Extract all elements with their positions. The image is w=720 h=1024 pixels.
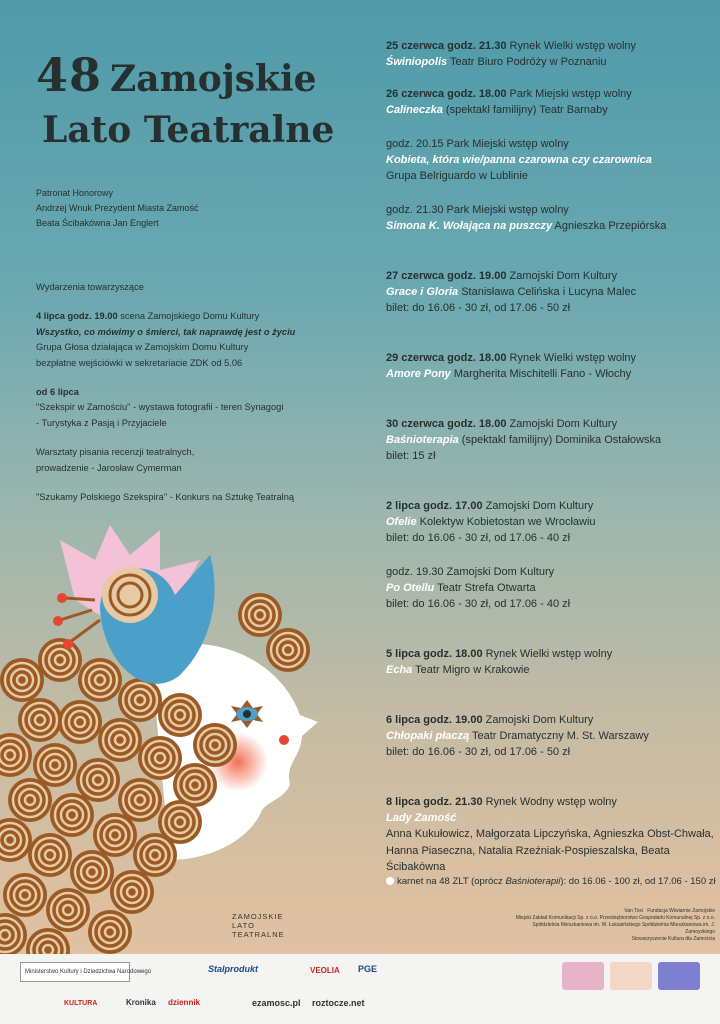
event-date: 27 czerwca godz. 19.00 [386,270,507,282]
event-title: Simona K. Wołająca na puszczy [386,220,553,233]
sponsor-footer [0,954,720,1024]
event-title: Po Otellu [386,582,435,595]
event-price: bilet: do 16.06 - 30 zł, od 17.06 - 40 zł [386,532,571,545]
event-performer: Stanisława Celińska i Lucyna Malec [458,286,637,299]
sponsor-logo-3: PGE [358,964,378,974]
event-performer: Teatr Strefa Otwarta [434,582,536,595]
logo-line-2: LATO [232,921,255,930]
event-item [386,712,716,761]
side-event-3-line-2: prowadzenie - Jarosław Cymerman [36,462,182,473]
bullet-icon [386,877,394,885]
season-pass-exception: Baśnioterapii [505,876,561,887]
media-logo-3: dziennik [168,998,201,1007]
lips [279,735,289,745]
event-title: Ofelie [386,516,417,529]
event-performer: Kolektyw Kobietostan we Wrocławiu [416,516,596,529]
partner-2: Fundacja Wiwiarnie Zamojskie [647,908,715,914]
media-logo-1: KULTURA [64,1000,98,1007]
event-performer: Agnieszka Przepiórska [552,220,667,233]
event-place: Zamojski Dom Kultury [506,270,618,282]
event-title: Baśnioterapia [386,434,459,447]
event-price: bilet: do 16.06 - 30 zł, od 17.06 - 40 zł [386,598,571,611]
event-title: Calineczka [386,104,443,117]
patronage-heading: Patronat Honorowy [36,188,114,198]
event-place: Rynek Wodny wstęp wolny [482,796,617,808]
event-item [386,646,716,678]
side-event-1-title: Wszystko, co mówimy o śmierci, tak naprawdę jest o życiu [36,326,296,337]
side-event-2-line-2: - Turystyka z Pasją i Przyjaciele [36,417,167,428]
event-performer: Margherita Mischitelli Fano - Włochy [450,368,632,381]
title-line-1: Zamojskie [110,58,317,100]
lato-teatralne-logo [232,912,285,939]
patronage-block [36,186,199,231]
partner-6: Spółdzielnia Mieszkaniowa im. J. Zamoyskiego [641,922,715,935]
sponsor-logo-2: VEOLIA [310,966,340,975]
partner-4: Przedsiębiorstwo Gospodarki Komunalnej Sp. z o.o. [599,915,715,921]
event-place: Zamojski Dom Kultury [482,500,594,512]
title-number: 48 [36,48,103,102]
event-date: 29 czerwca godz. 18.00 [386,352,507,364]
event-item [386,498,716,547]
patronage-line-1: Andrzej Wnuk Prezydent Miasta Zamość [36,203,199,213]
event-title: Echa [386,664,413,677]
event-item [386,794,716,875]
side-event-1-place: scena Zamojskiego Domu Kultury [117,311,260,322]
event-date: 2 lipca godz. 17.00 [386,500,483,512]
partner-1: Van Toxi [624,908,644,914]
side-event-4-line-1: "Szukamy Polskiego Szekspira" - Konkurs na Sztukę Teatralną [36,492,295,503]
event-date: 8 lipca godz. 21.30 [386,796,483,808]
event-place: Rynek Wielki wstęp wolny [506,40,637,52]
event-title: Amore Pony [386,368,451,381]
event-price: bilet: do 16.06 - 30 zł, od 17.06 - 50 zł [386,302,571,315]
partner-badge-2 [610,962,652,990]
festival-title [36,48,335,151]
event-date: 30 czerwca godz. 18.00 [386,418,507,430]
event-item [386,416,716,465]
side-events [36,280,336,519]
event-place: Zamojski Dom Kultury [482,714,594,726]
ministry-logo: Ministerstwo Kultury i Dziedzictwa Narodowego [20,962,130,982]
partner-list [515,908,715,943]
event-performer-2: Hanna Piaseczna, Natalia Rzeźniak-Pospieszalska, Beata Ścibakówna [386,844,670,873]
side-event-3 [36,445,336,476]
side-event-1-date: 4 lipca godz. 19.00 [36,311,118,322]
event-place: godz. 20.15 Park Miejski wstęp wolny [386,138,569,150]
event-title: Lady Zamość [386,812,457,825]
event-performer: (spektakl familijny) Teatr Barnaby [442,104,608,117]
event-date: 5 lipca godz. 18.00 [386,648,483,660]
media-logo-5: roztocze.net [312,998,365,1008]
event-item [386,86,716,118]
side-event-1-line-2: bezpłatne wejściówki w sekretariacie ZDK od 5.06 [36,357,243,368]
event-price: bilet: do 16.06 - 30 zł, od 17.06 - 50 zł [386,746,571,759]
side-event-2 [36,385,336,431]
logo-line-1: ZAMOJSKIE [232,912,284,921]
event-item [386,268,716,317]
side-events-heading: Wydarzenia towarzyszące [36,282,144,292]
event-performer: Teatr Biuro Podróży w Poznaniu [447,56,607,69]
side-event-2-line-1: "Szekspir w Zamościu" - wystawa fotografii - teren Synagogi [36,402,284,413]
event-place: Zamojski Dom Kultury [506,418,618,430]
partner-badge-3 [658,962,700,990]
event-title: Grace i Gloria [386,286,459,299]
event-item [386,564,716,613]
event-item [386,38,716,70]
event-price: bilet: 15 zł [386,450,436,463]
season-pass [386,875,716,889]
event-item [386,202,716,234]
season-pass-text: karnet na 48 ZLT (oprócz [397,876,506,887]
side-event-2-date: od 6 lipca [36,387,79,398]
event-place: godz. 21.30 Park Miejski wstęp wolny [386,204,569,216]
event-place: Rynek Wielki wstęp wolny [506,352,637,364]
partner-7: Stowarzyszenie Kultura dla Zamościa [631,936,715,942]
event-title: Świniopolis [386,56,448,69]
media-logo-4: ezamosc.pl [252,998,301,1008]
woman-illustration [0,500,340,960]
patronage-line-2: Beata Ścibakówna Jan Englert [36,218,159,228]
partner-3: Miejski Zakład Komunikacji Sp. z o.o. [515,915,599,921]
event-performer: Anna Kukułowicz, Małgorzata Lipczyńska, Agnieszka Obst-Chwała, [386,828,714,841]
event-item [386,136,716,185]
season-pass-prices: ): do 16.06 - 100 zł, od 17.06 - 150 zł [560,876,716,887]
event-place: godz. 19.30 Zamojski Dom Kultury [386,566,555,578]
side-event-1 [36,309,336,371]
event-performer: Teatr Migro w Krakowie [412,664,530,677]
event-performer: Grupa Belriguardo w Lublinie [386,170,528,183]
side-event-1-line-1: Grupa Głosa działająca w Zamojskim Domu Kultury [36,342,249,353]
logo-line-3: TEATRALNE [232,930,285,939]
partner-5: Spółdzielnia Mieszkaniowa im. W. Łukasińskiego [532,922,641,928]
event-date: 25 czerwca godz. 21.30 [386,40,507,52]
partner-badge-1 [562,962,604,990]
event-performer: (spektakl familijny) Dominika Ostałowska [458,434,662,447]
title-line-2: Lato Teatralne [42,109,335,151]
event-date: 26 czerwca godz. 18.00 [386,88,507,100]
event-title: Chłopaki płaczą [386,730,470,743]
event-place: Rynek Wielki wstęp wolny [482,648,613,660]
event-place: Park Miejski wstęp wolny [506,88,632,100]
side-event-3-line-1: Warsztaty pisania recenzji teatralnych, [36,447,195,458]
event-title: Kobieta, która wie/panna czarowna czy czarownica [386,154,652,167]
event-performer: Teatr Dramatyczny M. St. Warszawy [469,730,649,743]
media-logo-2: Kronika [126,998,156,1007]
sponsor-logo-1: Stalprodukt [208,964,259,974]
event-date: 6 lipca godz. 19.00 [386,714,483,726]
event-item [386,350,716,382]
